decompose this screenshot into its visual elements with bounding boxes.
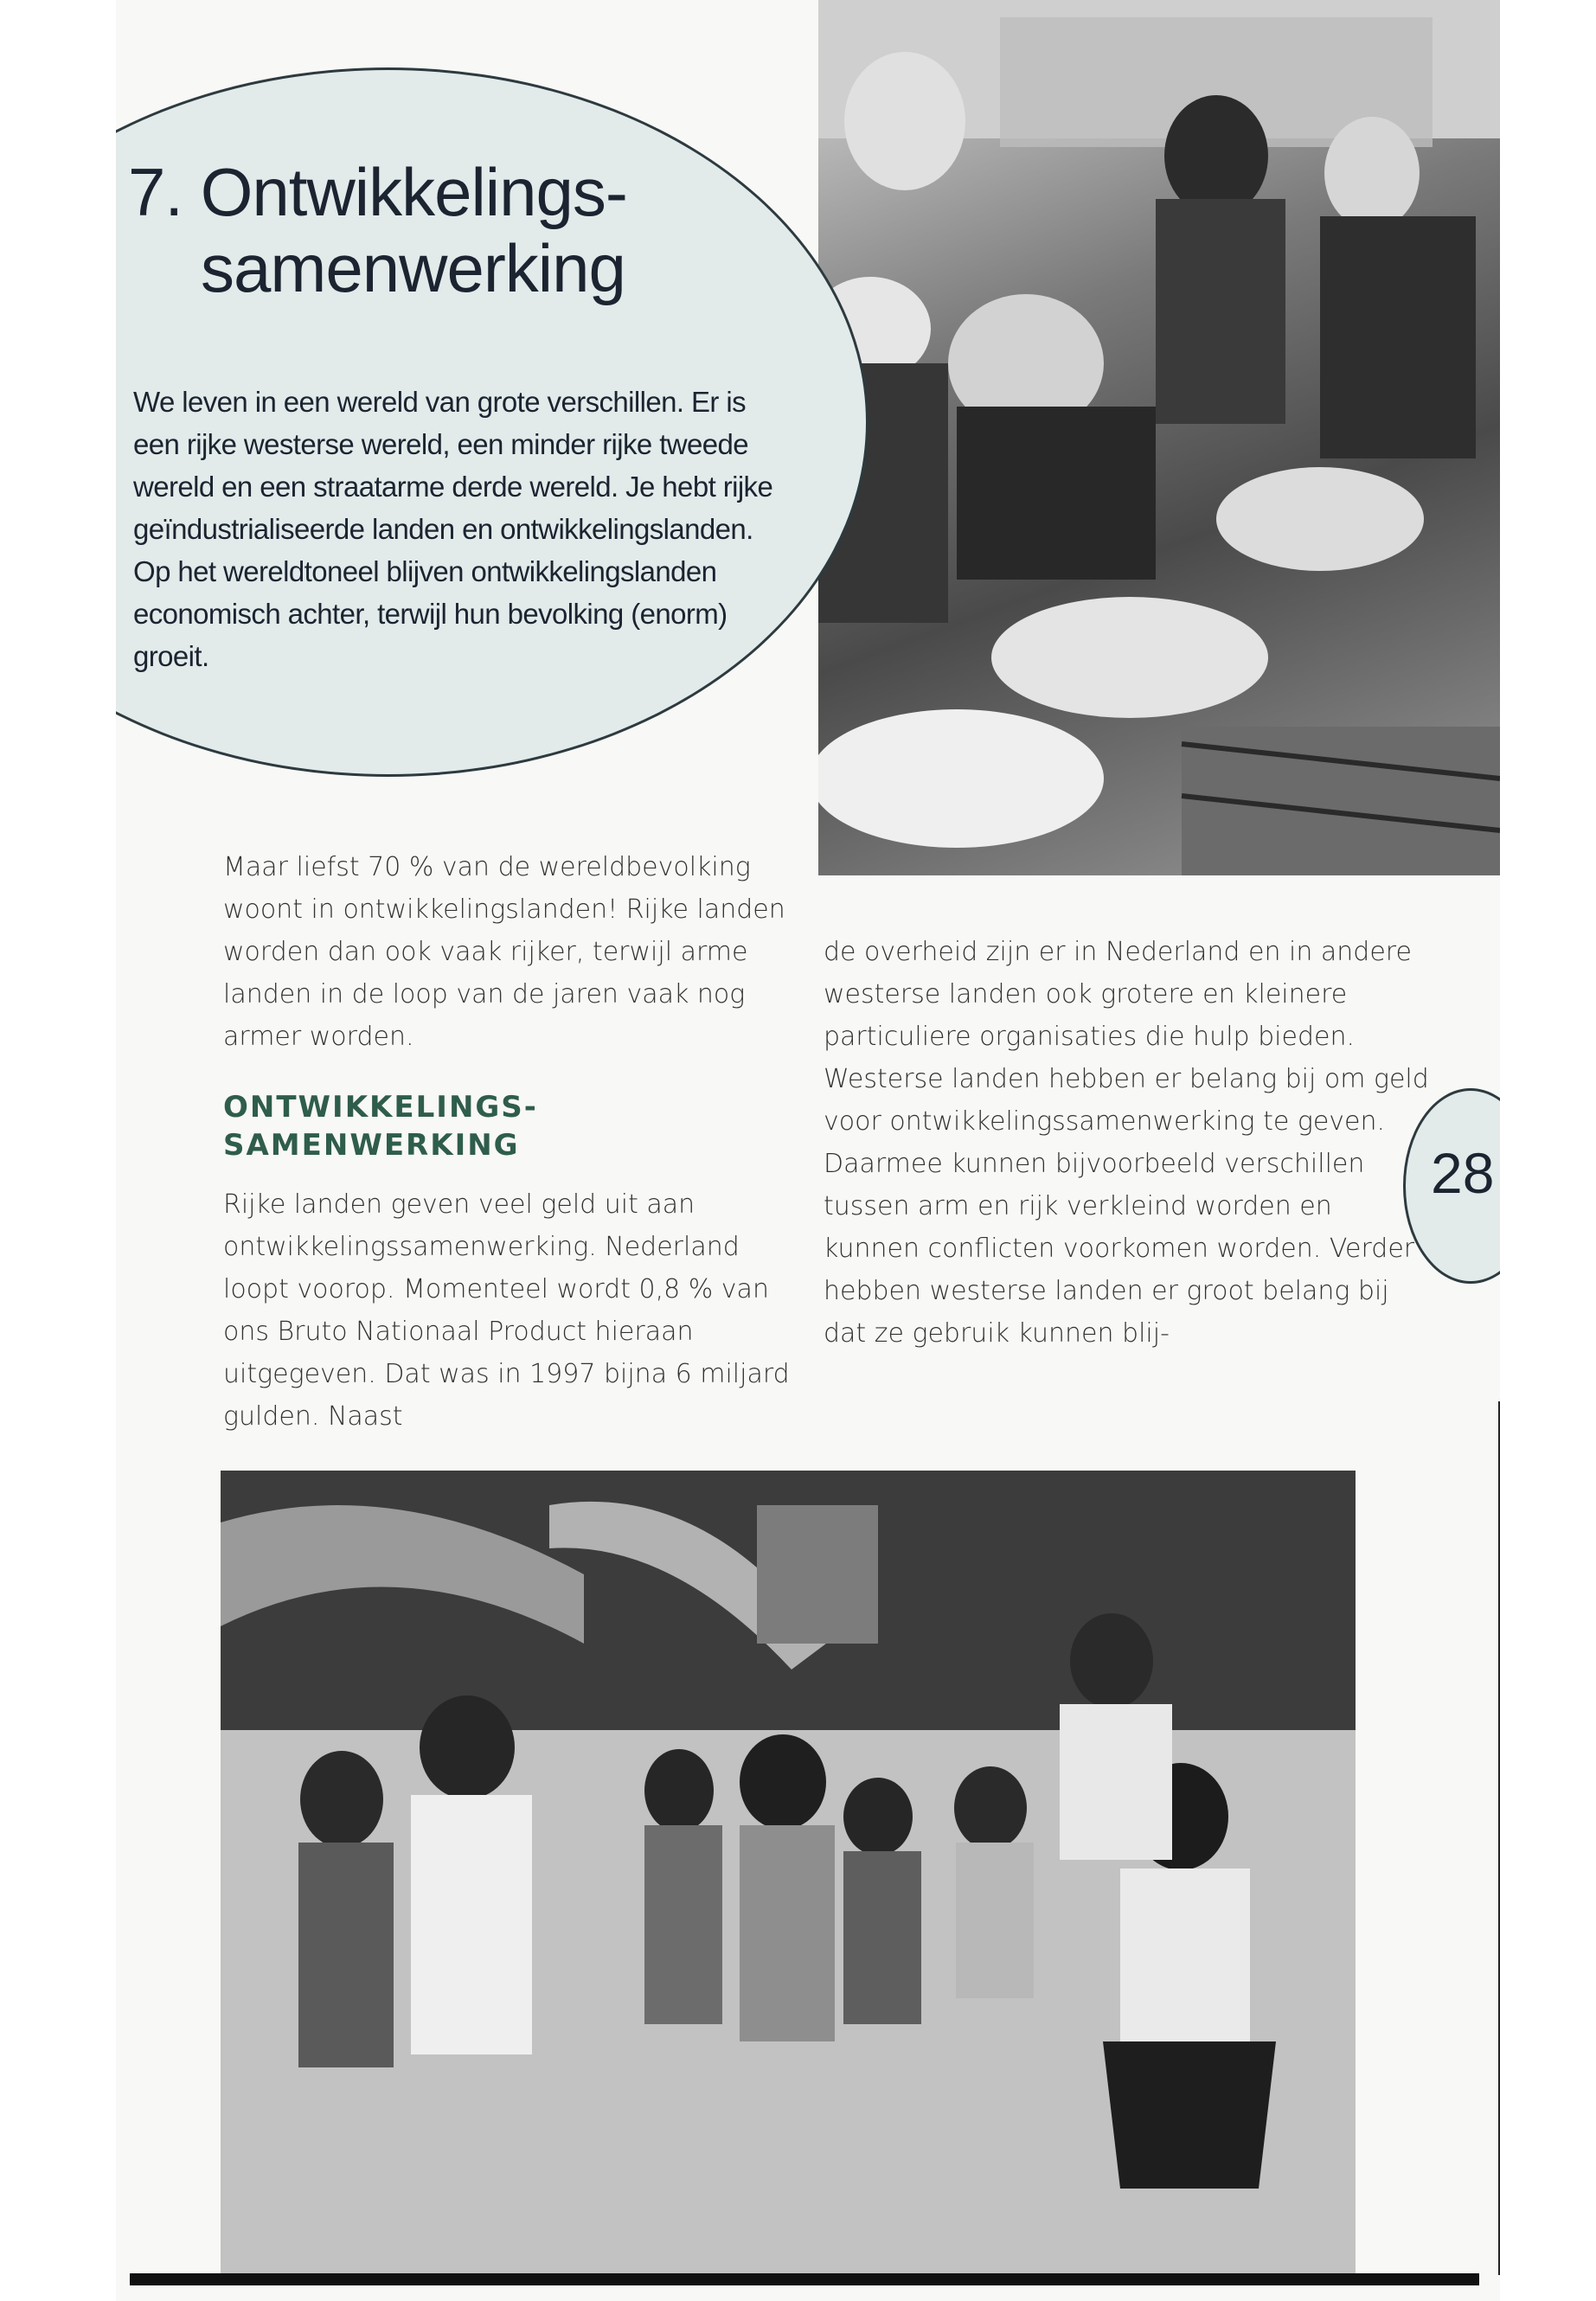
market-photo [818,0,1500,875]
page-right-margin [1500,0,1596,2301]
chapter-title-line-2: samenwerking [201,230,625,306]
body-paragraph: Maar liefst 70 % van de wereldbevolking woont in ontwikkelingslanden! Rijke landen worden dan ook vaak rijker, terwijl arme landen in de loop van de jaren vaak nog armer worden. [223,852,785,1052]
market-photo-illustration [818,0,1500,875]
body-paragraph: Rijke landen geven veel geld uit aan ontwikkelingssamenwerking. Nederland loopt voorop. Momenteel wordt 0,8 % van ons Bruto Nationaal Product hieraan uitgegeven. Dat was in 1997 bijna 6 miljard gulden. Naast [223,1189,790,1432]
book-page [116,0,1500,2301]
body-column-left-bottom [223,1183,794,1438]
chapter-title-line-1: 7. Ontwikkelings- [128,154,627,230]
page-edge-line [1498,1401,1500,2275]
body-paragraph: Westerse landen hebben er belang bij om geld voor ontwikkelingssamenwerking te geven. Daarmee kunnen bijvoorbeeld verschillen tussen arm en rijk verkleind worden en kunnen conflicten voorkomen worden. Verder hebben westerse landen er groot belang bij dat ze gebruik kunnen blij- [824,1064,1429,1349]
chapter-title [128,154,734,306]
page-number: 28 [1431,1141,1495,1205]
section-subheading: ONTWIKKELINGS-SAMENWERKING [223,1090,538,1163]
village-children-photo [221,1471,1356,2279]
body-column-left-top [223,846,794,1058]
body-paragraph: de overheid zijn er in Nederland en in andere westerse landen ook grotere en kleinere particuliere organisaties die hulp bieden. [824,937,1412,1052]
chapter-intro: We leven in een wereld van grote verschillen. Er is een rijke westerse wereld, een minder rijke tweede wereld en een straatarme derde wereld. Je hebt rijke geïndustrialiseerde landen en ontwikkelingslanden. Op het wereldtoneel blijven ontwikkelingslanden economisch achter, terwijl hun bevolking (enorm) groeit. [133,386,773,672]
page-bottom-rule [130,2273,1479,2285]
body-column-right [824,931,1429,1355]
page-left-margin [0,0,116,2301]
village-photo-illustration [221,1471,1356,2279]
